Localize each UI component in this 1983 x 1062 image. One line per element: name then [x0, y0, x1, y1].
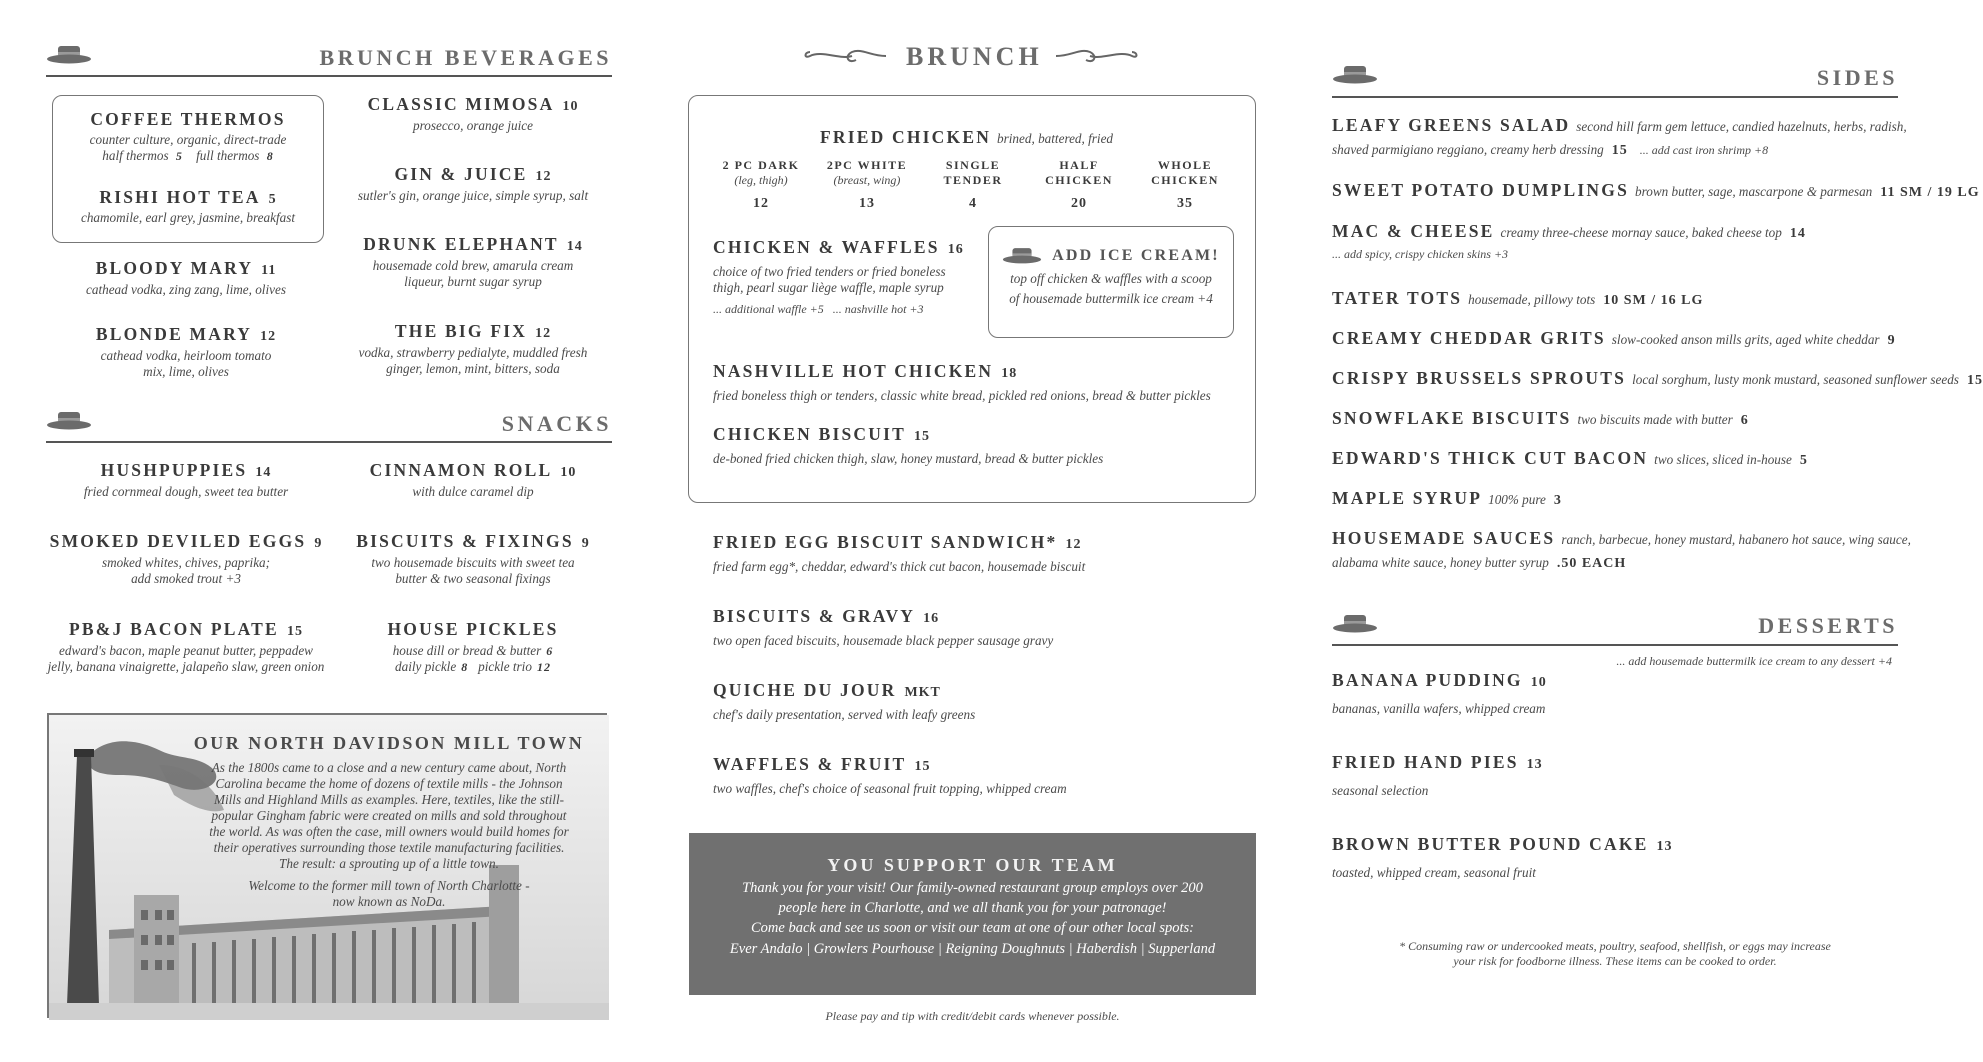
- menu-item-chicken-waffles: CHICKEN & WAFFLES 16 choice of two fried tenders or fried boneless thigh, pearl sugar liège waffle, maple syrup ... additional waffle +5 ... nashville hot +3: [713, 237, 964, 316]
- menu-item-pound-cake: BROWN BUTTER POUND CAKE 13 toasted, whipped cream, seasonal fruit: [1332, 834, 1673, 880]
- menu-item-leafy-greens: LEAFY GREENS SALAD second hill farm gem lettuce, candied hazelnuts, herbs, radish, shaved parmigiano reggiano, creamy herb dressing 15 ... add cast iron shrimp +8: [1332, 115, 1907, 158]
- support-title: YOU SUPPORT OUR TEAM: [827, 855, 1118, 875]
- sides-title: SIDES: [1816, 65, 1898, 90]
- menu-item-coffee-thermos: [52, 109, 324, 164]
- flourish-left-icon: [800, 46, 890, 66]
- hat-icon: [1002, 245, 1042, 267]
- menu-item-banana-pudding: BANANA PUDDING 10 bananas, vanilla wafers, whipped cream: [1332, 670, 1547, 716]
- menu-item-snowflake-biscuits: SNOWFLAKE BISCUITS two biscuits made with butter 6: [1332, 408, 1749, 428]
- menu-item-quiche: QUICHE DU JOUR MKT chef's daily presentation, served with leafy greens: [713, 680, 976, 722]
- menu-item-biscuits-fixings: BISCUITS & FIXINGS 9 two housemade biscuits with sweet tea butter & two seasonal fixings: [356, 531, 590, 586]
- option-half-chicken: HALF CHICKEN 20: [1045, 158, 1113, 211]
- divider: [1332, 96, 1898, 98]
- menu-item-drunk-elephant: DRUNK ELEPHANT 14 housemade cold brew, amarula cream liqueur, burnt sugar syrup: [363, 234, 583, 289]
- menu-item-thick-cut-bacon: EDWARD'S THICK CUT BACON two slices, sliced in-house 5: [1332, 448, 1808, 468]
- menu-item-fried-hand-pies: FRIED HAND PIES 13 seasonal selection: [1332, 752, 1543, 798]
- menu-item-mac-cheese: MAC & CHEESE creamy three-cheese mornay sauce, baked cheese top 14 ... add spicy, crispy chicken skins +3: [1332, 221, 1806, 261]
- menu-item-pbj-bacon: PB&J BACON PLATE 15 edward's bacon, maple peanut butter, peppadew jelly, banana vinaigrette, jalapeño slaw, green onion: [47, 619, 325, 674]
- option-2pc-white: 2PC WHITE (breast, wing) 13: [826, 158, 908, 211]
- dessert-ice-cream-note: ... add housemade buttermilk ice cream to any dessert +4: [1616, 654, 1892, 668]
- option-2pc-dark: 2 PC DARK (leg, thigh) 12: [722, 158, 800, 211]
- item-name: COFFEE THERMOS: [90, 109, 286, 129]
- menu-item-biscuits-gravy: BISCUITS & GRAVY 16 two open faced biscuits, housemade black pepper sausage gravy: [713, 606, 1054, 648]
- snacks-title: SNACKS: [501, 411, 612, 436]
- menu-item-sweet-potato-dumplings: SWEET POTATO DUMPLINGS brown butter, sage, mascarpone & parmesan 11 SM / 19 LG: [1332, 180, 1980, 200]
- hat-icon: [1332, 612, 1378, 636]
- menu-item-classic-mimosa: CLASSIC MIMOSA 10 prosecco, orange juice: [367, 94, 579, 133]
- mill-town-panel: [47, 713, 607, 1018]
- menu-item-house-pickles: HOUSE PICKLES house dill or bread & butter 6 daily pickle 8 pickle trio 12: [387, 619, 559, 674]
- menu-item-fried-chicken: FRIED CHICKEN brined, battered, fried: [820, 127, 1114, 147]
- fried-chicken-options: [708, 158, 1238, 212]
- item-options: half thermos 5 full thermos 8: [102, 148, 274, 163]
- menu-item-nashville-hot: NASHVILLE HOT CHICKEN 18 fried boneless thigh or tenders, classic white bread, pickled red onions, bread & butter pickles: [713, 361, 1211, 403]
- flourish-right-icon: [1052, 46, 1142, 66]
- menu-item-cinnamon-roll: CINNAMON ROLL 10 with dulce caramel dip: [369, 460, 577, 499]
- food-safety-disclaimer: * Consuming raw or undercooked meats, poultry, seafood, shellfish, or eggs may increase your risk for foodborne illness. These items can be cooked to order.: [1399, 939, 1831, 968]
- divider: [1332, 644, 1898, 646]
- menu-item-blonde-mary: BLONDE MARY 12 cathead vodka, heirloom tomato mix, lime, olives: [95, 324, 277, 379]
- menu-item-tater-tots: TATER TOTS housemade, pillowy tots 10 SM / 16 LG: [1332, 288, 1704, 308]
- menu-item-cheddar-grits: CREAMY CHEDDAR GRITS slow-cooked anson mills grits, aged white cheddar 9: [1332, 328, 1896, 348]
- option-single-tender: SINGLE TENDER 4: [943, 158, 1003, 211]
- menu-item-deviled-eggs: SMOKED DEVILED EGGS 9 smoked whites, chives, paprika; add smoked trout +3: [49, 531, 323, 586]
- menu-item-big-fix: THE BIG FIX 12 vodka, strawberry pedialyte, muddled fresh ginger, lemon, mint, bitters, soda: [358, 321, 588, 376]
- hat-icon: [46, 43, 92, 67]
- menu-item-waffles-fruit: WAFFLES & FRUIT 15 two waffles, chef's choice of seasonal fruit topping, whipped cream: [713, 754, 1067, 796]
- menu-item-fried-egg-biscuit: FRIED EGG BISCUIT SANDWICH* 12 fried farm egg*, cheddar, edward's thick cut bacon, housemade biscuit: [713, 532, 1086, 574]
- menu-item-housemade-sauces: HOUSEMADE SAUCES ranch, barbecue, honey mustard, habanero hot sauce, wing sauce, alabama white sauce, honey butter syrup .50 EACH: [1332, 528, 1911, 571]
- item-desc: counter culture, organic, direct-trade: [89, 132, 287, 147]
- desserts-title: DESSERTS: [1758, 613, 1898, 638]
- menu-item-hushpuppies: HUSHPUPPIES 14 fried cornmeal dough, sweet tea butter: [83, 460, 289, 499]
- brunch-title: BRUNCH: [906, 42, 1043, 71]
- payment-note: Please pay and tip with credit/debit cards whenever possible.: [825, 1009, 1120, 1023]
- support-team-panel: YOU SUPPORT OUR TEAM Thank you for your visit! Our family-owned restaurant group employs over 200 people here in Charlotte, and we all thank you for your patronage! Come back and see us soon or visit our team at one of our other local spots: Ever Andalo | Growlers Pourhouse | Reigning Doughnuts | Haberdish | Supperland: [689, 833, 1256, 995]
- mill-town-text: [179, 733, 599, 910]
- menu-item-maple-syrup: MAPLE SYRUP 100% pure 3: [1332, 488, 1562, 508]
- menu-item-gin-juice: GIN & JUICE 12 sutler's gin, orange juice, simple syrup, salt: [357, 164, 589, 203]
- menu-item-brussels-sprouts: CRISPY BRUSSELS SPROUTS local sorghum, lusty monk mustard, seasoned sunflower seeds 15: [1332, 368, 1983, 388]
- menu-item-rishi-tea: RISHI HOT TEA 5 chamomile, earl grey, jasmine, breakfast: [80, 187, 295, 225]
- mill-town-body: As the 1800s came to a close and a new century came about, North Carolina became the home of dozens of textile mills - the Johnson Mills and Highland Mills as examples. Here, textiles, like the still- popular Gingham fabric were created on mills and sold throughout the world. As was often the case, mill owners would build homes for their operatives surrounding those textile manufacturing facilities. The result: a sprouting up of a little town. Welcome to the former mill town of North Charlotte - now known as NoDa.: [209, 760, 569, 909]
- menu-item-bloody-mary: BLOODY MARY 11 cathead vodka, zing zang, lime, olives: [86, 258, 286, 297]
- divider: [46, 75, 612, 77]
- beverages-title: BRUNCH BEVERAGES: [319, 45, 612, 70]
- option-whole-chicken: WHOLE CHICKEN 35: [1151, 158, 1219, 211]
- mill-town-title: OUR NORTH DAVIDSON MILL TOWN: [193, 733, 585, 753]
- menu-item-chicken-biscuit: CHICKEN BISCUIT 15 de-boned fried chicken thigh, slaw, honey mustard, bread & butter pickles: [713, 424, 1104, 466]
- hat-icon: [1332, 63, 1378, 87]
- hat-icon: [46, 409, 92, 433]
- divider: [46, 441, 612, 443]
- ice-cream-addon: ADD ICE CREAM! top off chicken & waffles with a scoop of housemade buttermilk ice cream +4: [988, 245, 1234, 307]
